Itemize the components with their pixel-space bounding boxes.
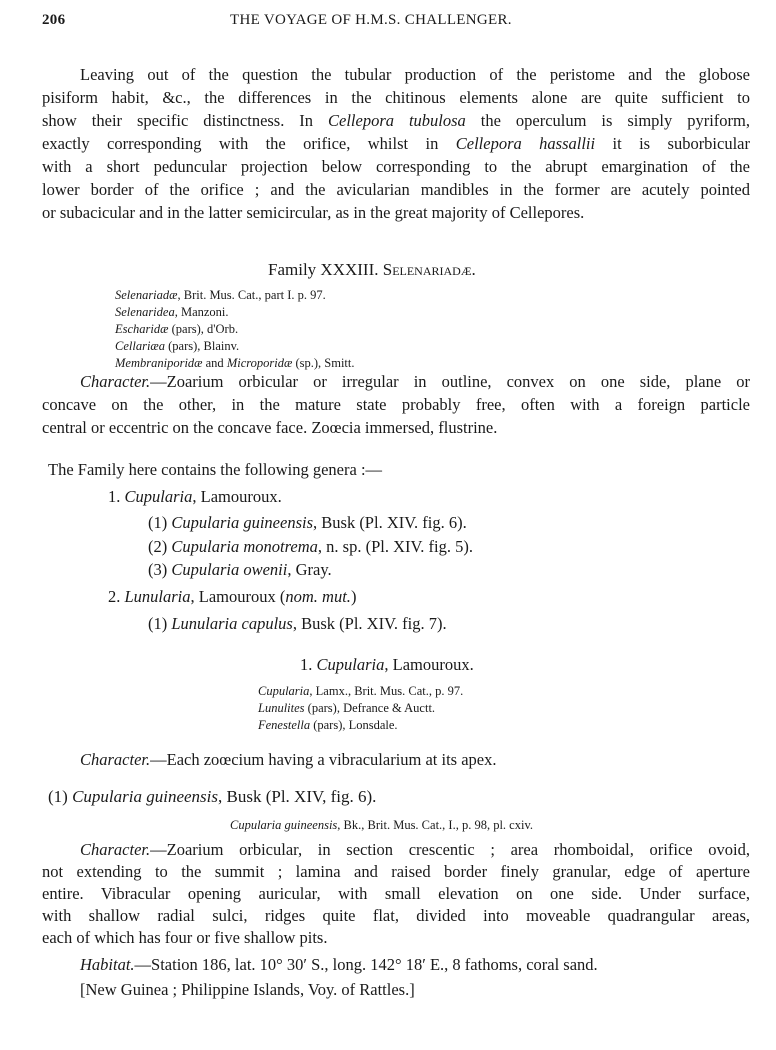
italic-text: Membraniporidæ <box>115 356 203 370</box>
text-segment: central or eccentric on the concave face. Zoœcia immersed, flustrine. <box>42 418 498 437</box>
genera-list-line <box>148 560 332 580</box>
italic-text: Habitat. <box>80 955 135 974</box>
italic-text: Lunulites <box>258 701 305 715</box>
genera-intro: The Family here contains the following genera :— <box>48 460 383 479</box>
italic-text: Cupularia guineensis <box>72 787 218 806</box>
text-segment: , Busk (Pl. XIV. fig. 6). <box>313 513 467 532</box>
text-segment: [New Guinea ; Philippine Islands, Voy. of Rattles.] <box>80 980 415 999</box>
species-character-line <box>42 884 750 904</box>
text-segment: lower border of the orifice ; and the avicularian mandibles in the former are acutely pointed <box>42 180 750 199</box>
species-citation <box>230 817 533 833</box>
species-character-line <box>42 862 750 882</box>
habitat <box>80 955 598 975</box>
paragraph1-line <box>42 157 750 177</box>
italic-text: Cellepora tubulosa <box>328 111 466 130</box>
text-segment: , n. sp. (Pl. XIV. fig. 5). <box>317 537 473 556</box>
text-segment: not extending to the summit ; lamina and raised border finely granular, edge of aperture <box>42 862 750 881</box>
italic-text: Selenaridea <box>115 305 175 319</box>
family-character-line <box>80 372 750 392</box>
text-segment: entire. Vibracular opening auricular, with small elevation on one side. Under surface, <box>42 884 750 903</box>
text-segment: (pars), Lonsdale. <box>310 718 398 732</box>
italic-text: Microporidæ <box>226 356 293 370</box>
genera-list-line <box>148 513 467 533</box>
text-segment: show their specific distinctness. In <box>42 111 329 130</box>
text-segment: Leaving out of the question the tubular production of the peristome and the globose <box>80 65 750 84</box>
paragraph1-line <box>42 88 750 108</box>
text-segment: , Bk., Brit. Mus. Cat., I., p. 98, pl. cxiv. <box>337 818 534 832</box>
family-number: Family XXXIII. <box>268 260 383 279</box>
italic-text: Fenestella <box>258 718 311 732</box>
paragraph1-line <box>42 203 750 223</box>
genera-list-line <box>148 537 473 557</box>
family-synonyms-line <box>115 304 229 320</box>
italic-text: nom. mut. <box>285 587 351 606</box>
text-segment: and <box>202 356 227 370</box>
text-segment: —Zoarium orbicular or irregular in outline, convex on one side, plane or <box>150 372 750 391</box>
genus-character <box>80 750 497 770</box>
text-segment: exactly corresponding with the orifice, whilst in <box>42 134 456 153</box>
family-name: Selenariadæ. <box>382 260 476 279</box>
text-segment: with shallow radial sulci, ridges quite flat, divided into moveable quadrangular areas, <box>42 906 750 925</box>
species-character-line <box>42 906 750 926</box>
running-title: THE VOYAGE OF H.M.S. CHALLENGER. <box>230 12 512 28</box>
text-segment: (pars), Defrance & Auctt. <box>304 701 436 715</box>
text-segment: (2) <box>148 537 172 556</box>
paragraph1-line <box>42 111 750 131</box>
text-segment: (pars), Blainv. <box>165 339 240 353</box>
text-segment: , Busk (Pl. XIV, fig. 6). <box>218 787 377 806</box>
text-segment: , Lamouroux. <box>384 655 474 674</box>
text-segment: —Each zoœcium having a vibracularium at its apex. <box>150 750 497 769</box>
family-character-line <box>42 395 750 415</box>
text-segment: or subacicular and in the latter semicircular, as in the great majority of Cellepores. <box>42 203 585 222</box>
italic-text: Escharidæ <box>115 322 169 336</box>
text-segment: —Zoarium orbicular, in section crescentic ; area rhomboidal, orifice ovoid, <box>150 840 750 859</box>
species-heading <box>48 787 376 807</box>
paragraph1-line <box>42 134 750 154</box>
text-segment: pisiform habit, &c., the differences in the chitinous elements alone are quite sufficient to <box>42 88 750 107</box>
family-synonyms-line <box>115 287 326 303</box>
text-segment: (sp.), Smitt. <box>292 356 355 370</box>
text-segment: 1. <box>300 655 317 674</box>
italic-text: Character. <box>80 750 151 769</box>
text-segment: with a short peduncular projection below corresponding to the abrupt emargination of the <box>42 157 750 176</box>
text-segment: —Station 186, lat. 10° 30′ S., long. 142° 18′ E., 8 fathoms, coral sand. <box>134 955 598 974</box>
genus-heading <box>300 655 474 675</box>
family-character-line <box>42 418 750 438</box>
text-segment: each of which has four or five shallow pits. <box>42 928 328 947</box>
italic-text: Lunularia <box>124 587 191 606</box>
text-segment: it is suborbicular <box>595 134 750 153</box>
italic-text: Character. <box>80 840 151 859</box>
species-character-line <box>80 840 750 860</box>
paragraph1-line <box>42 180 750 200</box>
family-heading <box>268 260 476 280</box>
distribution <box>80 980 415 1000</box>
family-synonyms-line <box>115 355 355 371</box>
italic-text: Cellepora hassallii <box>455 134 596 153</box>
italic-text: Cupularia guineensis <box>171 513 314 532</box>
family-synonyms-line <box>115 338 239 354</box>
italic-text: Selenariadæ <box>115 288 178 302</box>
italic-text: Cupularia <box>124 487 193 506</box>
genera-list-line <box>108 587 356 607</box>
text-segment: concave on the other, in the mature state probably free, often with a foreign particle <box>42 395 750 414</box>
page-number: 206 <box>42 12 66 28</box>
text-segment: , Lamouroux. <box>192 487 282 506</box>
text-segment: , Manzoni. <box>174 305 229 319</box>
text-segment: , Busk (Pl. XIV. fig. 7). <box>292 614 447 633</box>
italic-text: Cupularia owenii <box>171 560 288 579</box>
text-segment: the operculum is simply pyriform, <box>465 111 750 130</box>
text-segment: , Brit. Mus. Cat., part I. p. 97. <box>177 288 326 302</box>
family-synonyms-line <box>115 321 238 337</box>
italic-text: Cupularia guineensis <box>230 818 338 832</box>
text-segment: 2. <box>108 587 125 606</box>
text-segment: (1) <box>148 614 172 633</box>
text-segment: (1) <box>48 787 73 806</box>
text-segment: , Lamouroux ( <box>190 587 286 606</box>
genera-list-line <box>148 614 447 634</box>
italic-text: Cupularia <box>258 684 310 698</box>
italic-text: Cupularia <box>316 655 385 674</box>
text-segment: 1. <box>108 487 125 506</box>
italic-text: Cellariæa <box>115 339 166 353</box>
text-segment: (pars), d'Orb. <box>168 322 239 336</box>
text-segment: (3) <box>148 560 172 579</box>
genera-list-line <box>108 487 282 507</box>
text-segment: , Lamx., Brit. Mus. Cat., p. 97. <box>309 684 464 698</box>
paragraph1-line <box>80 65 750 85</box>
text-segment: , Gray. <box>287 560 332 579</box>
genus-synonyms-line <box>258 683 463 699</box>
text-segment: (1) <box>148 513 172 532</box>
genus-synonyms-line <box>258 700 435 716</box>
species-character-line <box>42 928 750 948</box>
italic-text: Character. <box>80 372 151 391</box>
genus-synonyms-line <box>258 717 398 733</box>
italic-text: Cupularia monotrema <box>171 537 318 556</box>
italic-text: Lunularia capulus <box>171 614 293 633</box>
text-segment: ) <box>350 587 357 606</box>
